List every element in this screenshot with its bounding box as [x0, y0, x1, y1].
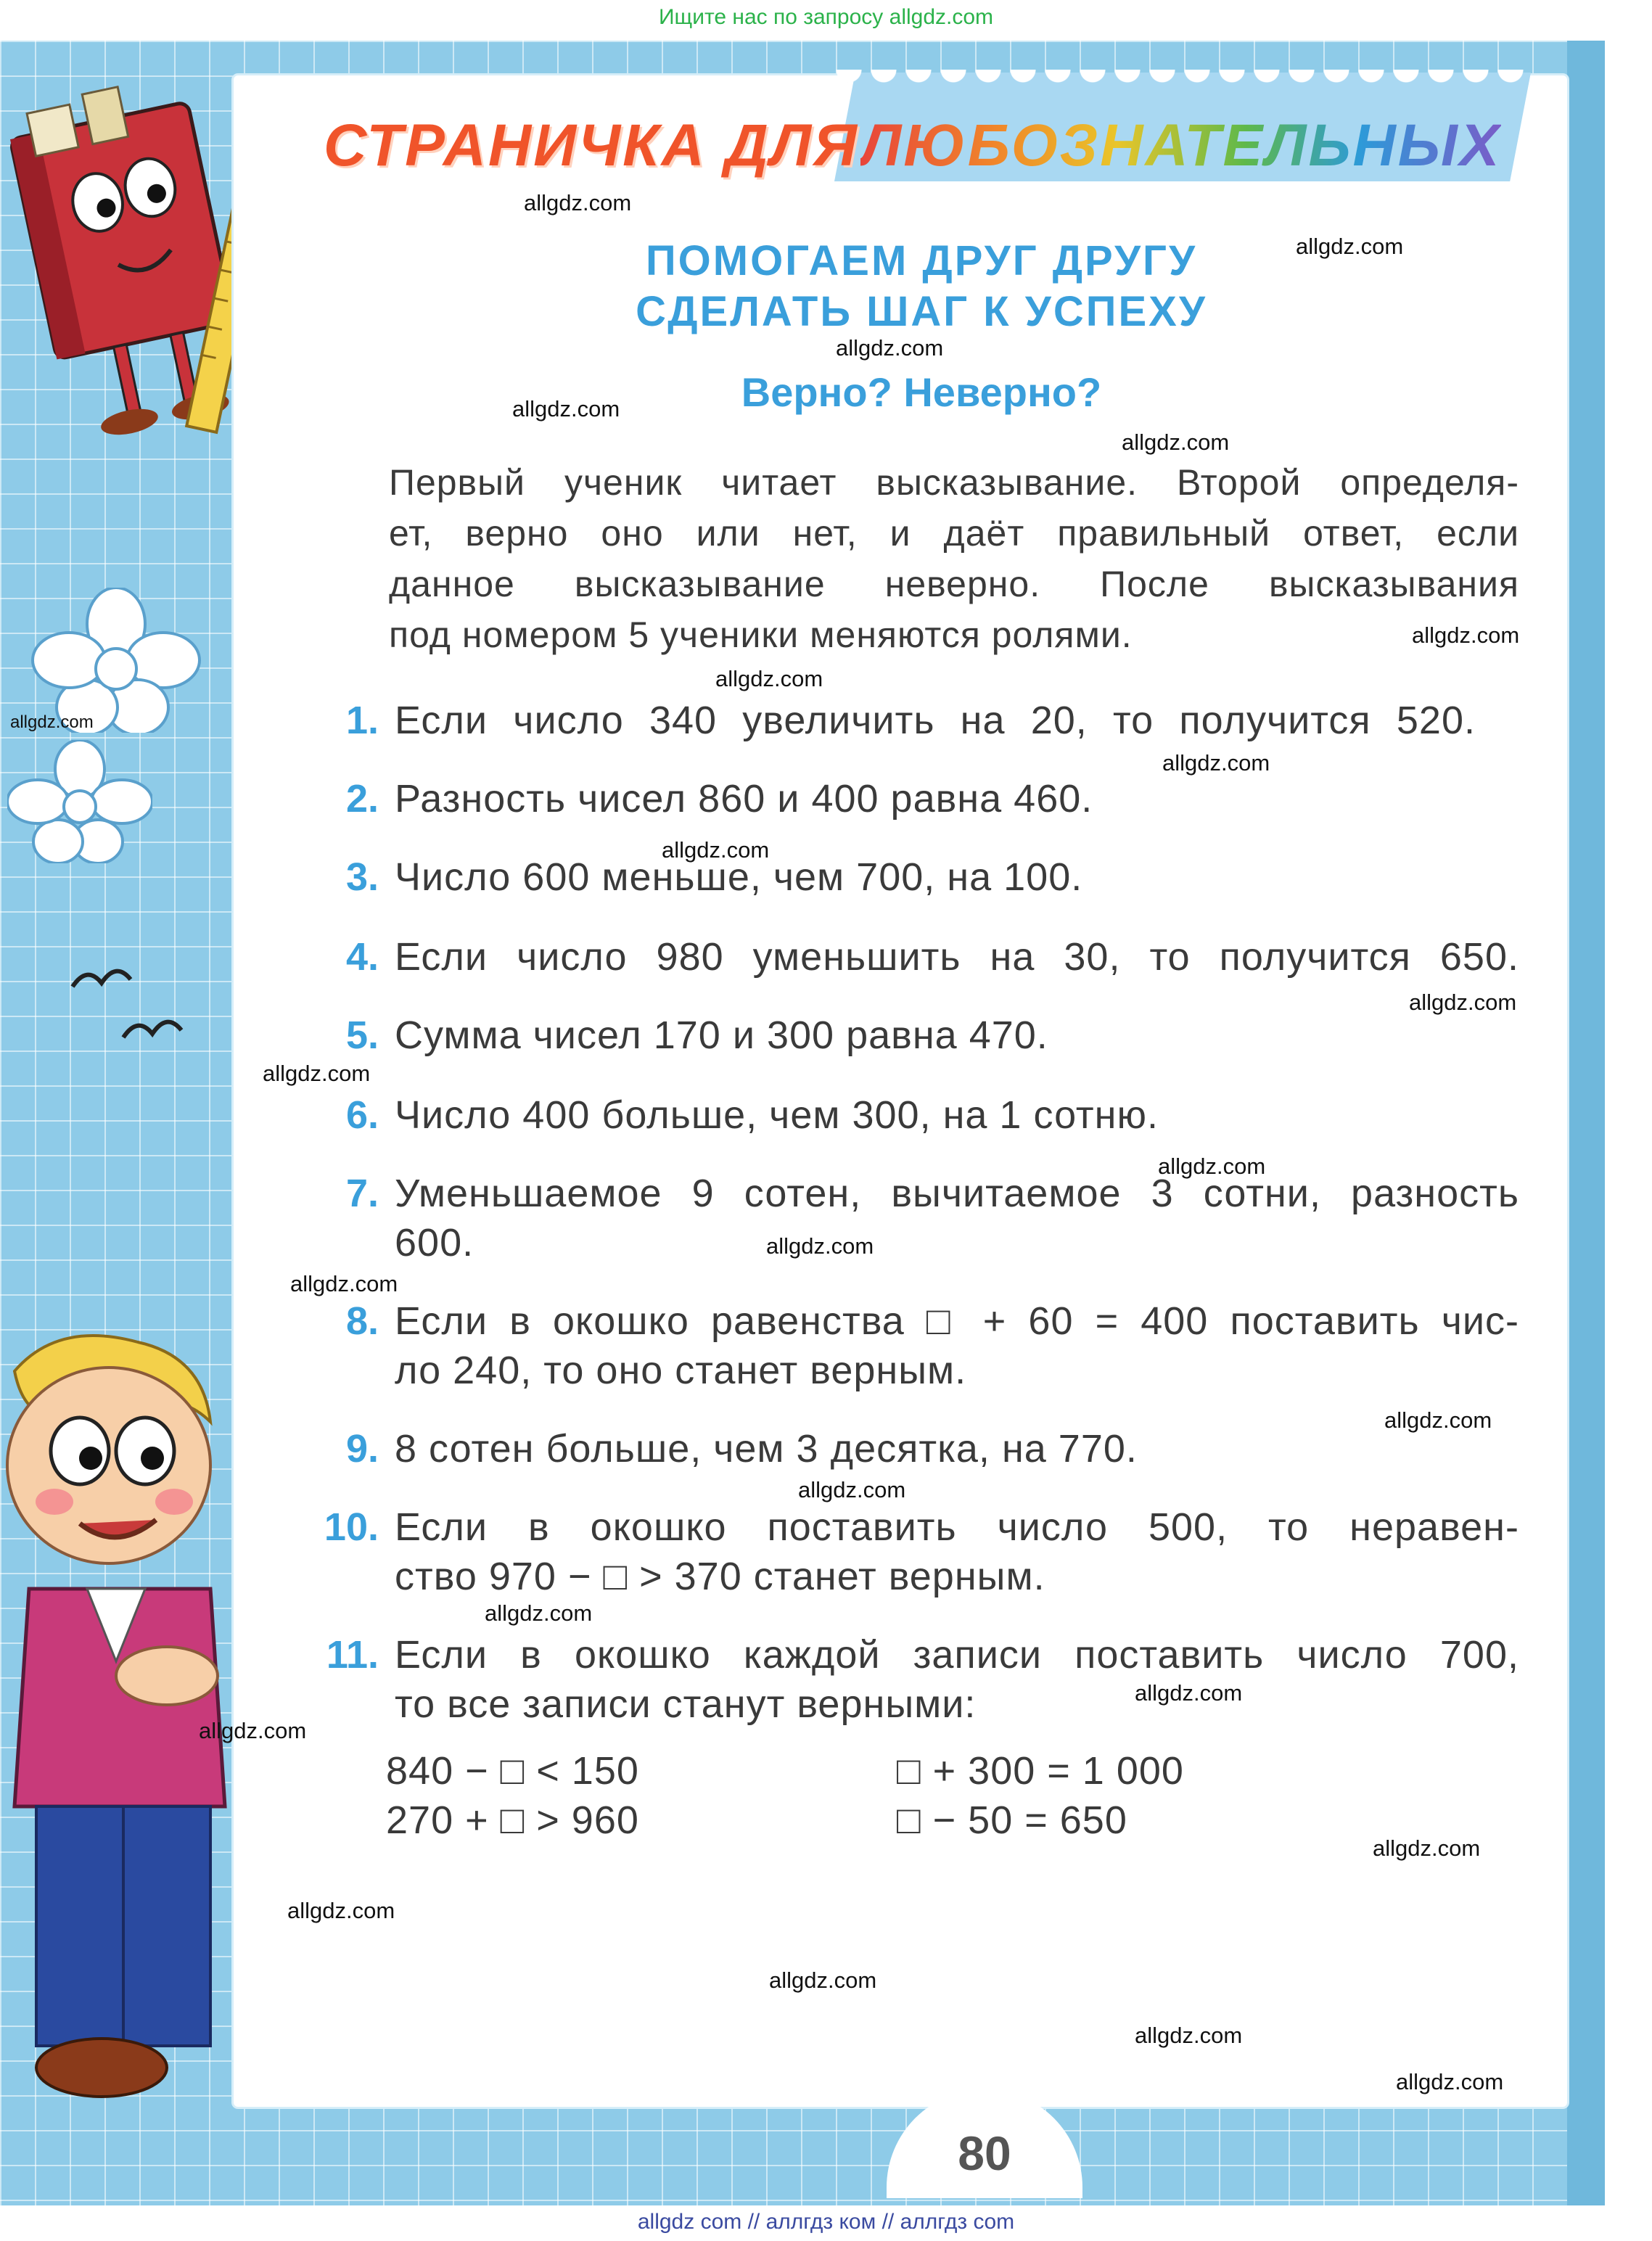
item-number: 4. — [345, 935, 379, 979]
expression-right: □ − 50 = 650 — [897, 1798, 1127, 1842]
watermark: allgdz.com — [1396, 2069, 1504, 2094]
watermark: allgdz.com — [1373, 1835, 1481, 1861]
intro-line: данное высказывание неверно. После высказывания — [389, 564, 1519, 604]
title-ribbon-edge — [834, 70, 1531, 94]
item-number: 1. — [345, 699, 379, 742]
watermark: allgdz.com — [1409, 990, 1517, 1015]
page-title-part1: СТРАНИЧКА ДЛЯ — [324, 112, 859, 178]
watermark: allgdz.com — [10, 712, 94, 732]
watermark: allgdz.com — [287, 1898, 395, 1923]
intro-line: Первый ученик читает высказывание. Второй определя- — [389, 462, 1519, 503]
item-text: ло 240, то оно станет верным. — [395, 1349, 967, 1392]
watermark: allgdz.com — [1135, 2023, 1243, 2048]
item-text: Сумма чисел 170 и 300 равна 470. — [395, 1013, 1048, 1057]
watermark: allgdz.com — [662, 837, 770, 863]
item-text: Если в окошко равенства □ + 60 = 400 поставить чис- — [395, 1299, 1519, 1343]
item-number: 6. — [345, 1093, 379, 1137]
watermark: allgdz.com — [715, 666, 823, 691]
flower-icon — [7, 740, 152, 863]
item-text: 600. — [395, 1221, 474, 1265]
item-text: Если в окошко поставить число 500, то неравен- — [395, 1505, 1519, 1549]
item-text: ство 970 − □ > 370 станет верным. — [395, 1555, 1045, 1598]
item-text: Если число 340 увеличить на 20, то получится 520. — [395, 699, 1476, 742]
item-text: Если в окошко каждой записи поставить число 700, — [395, 1633, 1519, 1677]
watermark: allgdz.com — [769, 1967, 877, 1993]
watermark: allgdz.com — [1412, 622, 1520, 648]
birds-icon — [65, 958, 196, 1052]
watermark: allgdz.com — [199, 1718, 307, 1743]
item-text: то все записи станут верными: — [395, 1682, 977, 1726]
page-title-part2: ЛЮБОЗНАТЕЛЬНЫХ — [860, 112, 1502, 178]
section-heading: Верно? Неверно? — [741, 369, 1102, 415]
intro-line: под номером 5 ученики меняются ролями. — [389, 614, 1133, 655]
item-number: 3. — [345, 855, 379, 899]
flower-icon — [29, 588, 203, 733]
bottom-banner[interactable]: allgdz com // аллгдз ком // аллгдз com — [637, 2210, 1015, 2234]
watermark: allgdz.com — [766, 1233, 874, 1259]
subtitle-line2: СДЕЛАТЬ ШАГ К УСПЕХУ — [636, 288, 1207, 335]
expression-right: □ + 300 = 1 000 — [897, 1749, 1184, 1793]
item-text: 8 сотен больше, чем 3 десятка, на 770. — [395, 1427, 1138, 1471]
item-text: Уменьшаемое 9 сотен, вычитаемое 3 сотни, разность — [395, 1172, 1519, 1215]
watermark: allgdz.com — [1162, 750, 1270, 776]
item-text: Разность чисел 860 и 400 равна 460. — [395, 777, 1093, 821]
watermark: allgdz.com — [1296, 234, 1404, 259]
watermark: allgdz.com — [1135, 1680, 1243, 1706]
watermark: allgdz.com — [798, 1477, 906, 1502]
item-number: 8. — [345, 1299, 379, 1343]
top-banner[interactable]: Ищите нас по запросу allgdz.com — [658, 5, 994, 29]
watermark: allgdz.com — [1158, 1154, 1266, 1179]
watermark: allgdz.com — [1122, 429, 1230, 455]
item-number: 7. — [345, 1172, 379, 1215]
item-number: 10. — [324, 1505, 379, 1549]
watermark: allgdz.com — [512, 396, 620, 422]
item-number: 11. — [326, 1633, 379, 1677]
watermark: allgdz.com — [836, 335, 944, 361]
watermark: allgdz.com — [485, 1600, 593, 1626]
item-number: 5. — [345, 1013, 379, 1057]
watermark: allgdz.com — [1384, 1407, 1492, 1433]
watermark: allgdz.com — [263, 1061, 371, 1086]
expression-left: 270 + □ > 960 — [386, 1798, 639, 1842]
page-edge-strip — [1567, 41, 1605, 2205]
item-number: 9. — [345, 1427, 379, 1471]
item-number: 2. — [345, 777, 379, 821]
intro-line: ет, верно оно или нет, и даёт правильный ответ, если — [389, 513, 1519, 554]
page-number: 80 — [958, 2126, 1011, 2180]
item-text: Число 400 больше, чем 300, на 1 сотню. — [395, 1093, 1159, 1137]
item-text: Если число 980 уменьшить на 30, то получится 650. — [395, 935, 1519, 979]
boy-character-illustration — [0, 1328, 239, 2184]
watermark: allgdz.com — [290, 1271, 398, 1296]
item-text: Число 600 меньше, чем 700, на 100. — [395, 855, 1083, 899]
watermark: allgdz.com — [524, 190, 632, 215]
subtitle-line1: ПОМОГАЕМ ДРУГ ДРУГУ — [645, 237, 1198, 284]
expression-left: 840 − □ < 150 — [386, 1749, 639, 1793]
